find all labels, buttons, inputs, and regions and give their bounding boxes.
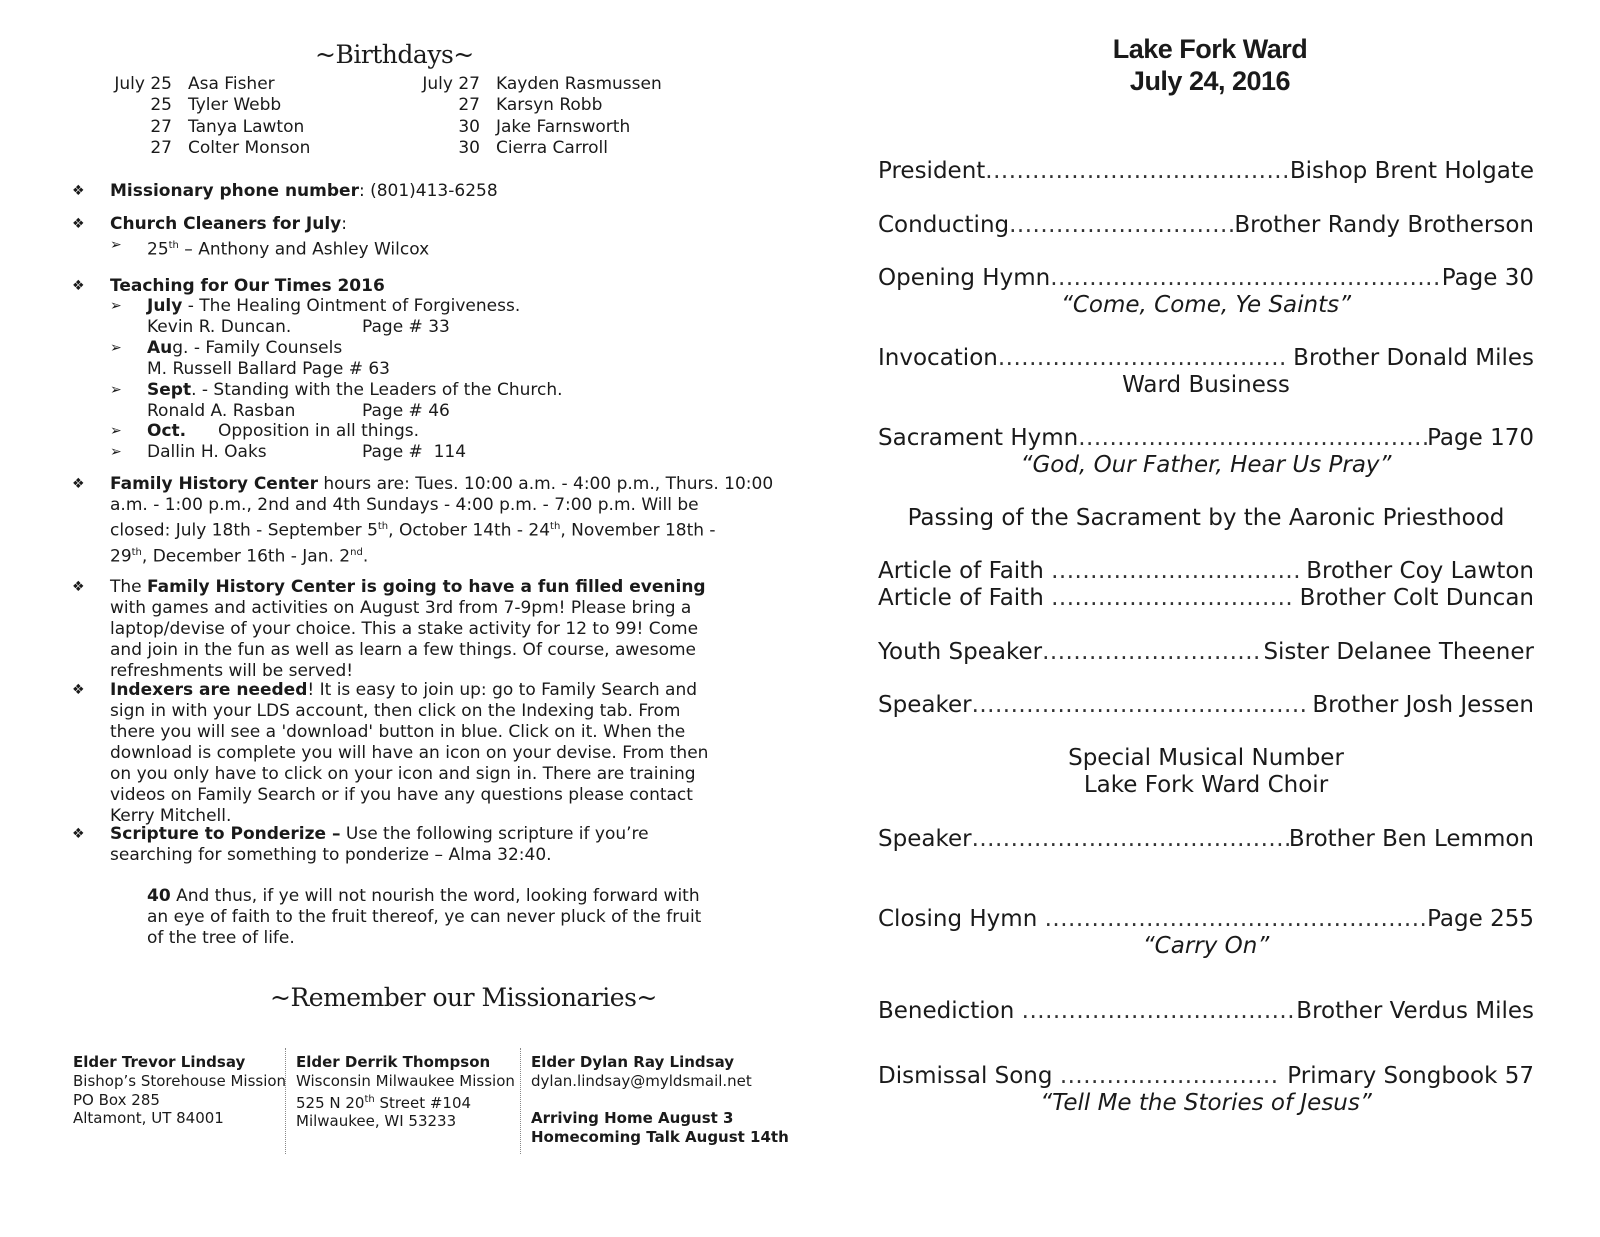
text: And thus, if ye will not nourish the word, looking forward with an eye of faith to the fruit thereof, ye can never pluck of the fruit of the tree of life. [147,886,702,948]
bullet-icon: ❖ [72,216,85,232]
ward-business: Ward Business [1122,372,1290,398]
month: Sept [147,380,192,400]
missionary-name: Elder Dylan Ray Lindsay [531,1053,735,1071]
dot-leader [1050,265,1442,292]
program-row-conducting [878,212,1534,239]
birthday-date: 27 [150,116,172,137]
arrow-icon: ➢ [110,237,122,253]
program-value: Page 255 [1427,906,1534,932]
text: Street #104 [374,1093,472,1112]
arrow-icon: ➢ [110,444,122,460]
dot-leader [1051,558,1299,585]
ordinal-suffix: th [168,240,179,251]
fhc-hours-line-2: a.m. - 1:00 p.m., 2nd and 4th Sundays - 4:00 p.m. - 7:00 p.m. Will be [110,495,699,515]
teaching-oct-title: Opposition in all things. [218,421,420,441]
missionary-name: Elder Derrik Thompson [296,1053,491,1071]
program-row-closing-hymn [878,906,1534,933]
author: Kevin R. Duncan. [147,317,292,337]
program-row-sacrament-hymn [878,425,1534,452]
missionary-name: Elder Trevor Lindsay [73,1053,246,1071]
birthday-date: 30 [458,137,480,158]
program-row-article-of-faith-1 [878,558,1534,585]
text: 29 [110,546,132,567]
verse-number: 40 [147,886,171,906]
program-value: Brother Josh Jessen [1305,692,1534,718]
program-label: Conducting [878,212,1010,238]
program-label: Closing Hymn [878,906,1045,932]
passing-sacrament: Passing of the Sacrament by the Aaronic Priesthood [907,505,1505,531]
missionary-1 [73,1053,286,1128]
missionary-phone-value: : (801)413-6258 [358,181,498,201]
birthdays-title: ~Birthdays~ [315,40,474,69]
ordinal-suffix: th [550,521,561,532]
arrow-icon: ➢ [110,423,122,439]
month: Au [147,338,173,358]
program-row-youth-speaker [878,639,1534,666]
program-value: Sister Delanee Theener [1263,639,1534,665]
dot-leader [972,826,1289,853]
fhc-hours-line-1 [110,474,774,495]
program-value: Brother Coy Lawton [1298,558,1534,584]
text: Use the following scripture if you’re searching for something to ponderize – Alma 32:40. [110,824,649,865]
missionary-address [296,1091,515,1113]
birthday-date: July 27 [422,74,480,94]
program-label: Article of Faith [878,585,1052,611]
birthday-date: 25 [150,95,172,116]
missionary-phone-label: Missionary phone number [110,181,359,201]
birthday-name: Jake Farnsworth [496,116,631,137]
program-value: Brother Randy Brotherson [1234,212,1534,238]
missionaries-title: ~Remember our Missionaries~ [270,983,657,1012]
program-value: Brother Verdus Miles [1296,998,1534,1024]
dot-leader [972,692,1305,719]
missionary-arrival: Arriving Home August 3 [531,1109,734,1128]
teaching-sept-author: Ronald A. Rasban [147,401,296,421]
birthdays-col-2 [418,74,718,164]
program-value: Brother Colt Duncan [1292,585,1534,611]
dot-leader [1078,425,1427,452]
arrow-icon: ➢ [110,298,122,314]
indexers-highlight: Indexers are needed [110,680,308,700]
dot-leader [998,345,1286,372]
teaching-july [147,296,520,317]
program-value: Page 30 [1441,265,1534,291]
bullet-icon: ❖ [72,682,85,698]
teaching-july-author [147,317,291,338]
dot-leader [1051,585,1292,612]
sacrament-hymn-title: “God, Our Father, Hear Us Pray” [1020,452,1392,478]
teaching-aug-author: M. Russell Ballard Page # 63 [147,359,390,379]
birthday-date: 27 [150,137,172,158]
text: , October 14th - 24 [388,520,551,541]
bullet-icon: ❖ [72,476,85,492]
birthday-name: Kayden Rasmussen [496,74,662,94]
birthday-name: Cierra Carroll [496,137,608,158]
teaching-sept-page: Page # 46 [362,401,450,421]
birthdays-col-1 [110,74,410,164]
missionary-homecoming: Homecoming Talk August 14th [531,1128,789,1147]
teaching-aug [147,338,342,359]
cleaners-label: Church Cleaners for July [110,214,342,234]
fhc-hours-line-3 [110,516,720,542]
program-date: July 24, 2016 [1129,66,1291,96]
program-row-speaker-1 [878,692,1534,719]
fhc-event-highlight: Family History Center is going to have a fun filled evening [147,577,706,597]
cleaners-day: 25 [147,239,169,260]
teaching-oct-author: Dallin H. Oaks [147,442,267,462]
program-row-speaker-2 [878,826,1534,853]
birthday-name: Karsyn Robb [496,95,603,116]
opening-hymn-title: “Come, Come, Ye Saints” [1060,292,1352,318]
spacer [531,1091,789,1110]
arrow-icon: ➢ [110,340,122,356]
program-label: Youth Speaker [878,639,1043,665]
program-label: Invocation [878,345,998,371]
program-row-article-of-faith-2 [878,585,1534,612]
choir: Lake Fork Ward Choir [1083,772,1329,798]
text: 525 N 20 [296,1093,365,1112]
bullet-icon: ❖ [72,579,85,595]
bullet-icon: ❖ [72,826,85,842]
dot-leader [1022,998,1297,1025]
program-label: Article of Faith [878,558,1052,584]
scripture-notice [110,824,720,866]
missionary-address: PO Box 285 [73,1090,160,1109]
birthday-date: 30 [458,116,480,137]
text: hours are: Tues. 10:00 a.m. - 4:00 p.m., Thurs. 10:00 [317,474,774,494]
ordinal-suffix: th [131,546,142,558]
birthday-name: Colter Monson [188,137,311,158]
month: July [147,296,183,316]
teaching-heading [110,276,720,297]
program-row-president [878,158,1534,185]
cleaners-item [147,235,429,261]
teaching-label: Teaching for Our Times 2016 [110,276,385,296]
dot-leader [1060,1063,1280,1090]
indexers-notice [110,680,720,827]
cleaners-names: – Anthony and Ashley Wilcox [178,239,430,260]
dot-leader [1009,212,1234,239]
missionary-email: dylan.lindsay@myldsmail.net [531,1071,752,1090]
program-value: Brother Donald Miles [1285,345,1534,371]
ordinal-suffix: th [364,1093,375,1105]
program-label: Dismissal Song [878,1063,1060,1089]
teaching-oct [147,421,186,442]
missionary-city: Milwaukee, WI 53233 [296,1112,457,1131]
text: . [362,546,369,567]
month: Oct. [147,421,187,441]
teaching-july-page: Page # 33 [362,317,450,337]
special-musical-number: Special Musical Number [1068,745,1344,771]
birthday-name: Asa Fisher [188,74,275,94]
fhc-hours [110,474,774,567]
missionary-phone [110,181,720,202]
program-row-benediction [878,998,1534,1025]
text: closed: July 18th - September 5 [110,520,378,541]
text: , November 18th - [560,520,716,541]
program-label: President [878,158,986,184]
program-value: Brother Ben Lemmon [1288,826,1534,852]
closing-hymn-title: “Carry On” [1142,933,1270,959]
program-value: Bishop Brent Holgate [1289,158,1534,184]
program-label: Benediction [878,998,1022,1024]
text: ! It is easy to join up: go to Family Search and sign in with your LDS account, then click on the Indexing tab. From there you will see a 'download' button in blue. Click on it. When the download is complete you will have an icon on your devise. From then on you only have to click on your icon and sign in. There are training videos on Family Search or if you have any questions please contact Kerry Mitchell. [110,680,709,826]
arrow-icon: ➢ [110,382,122,398]
missionary-mission: Wisconsin Milwaukee Mission [296,1071,515,1090]
program-row-dismissal-song [878,1063,1534,1090]
bullet-icon: ❖ [72,183,85,199]
program-label: Speaker [878,826,972,852]
missionary-2 [296,1053,515,1131]
dot-leader [985,158,1290,185]
program-value: Primary Songbook 57 [1280,1063,1534,1089]
program-label: Sacrament Hymn [878,425,1079,451]
lesson-title: . - Standing with the Leaders of the Church. [191,380,563,400]
text: The [110,577,148,597]
teaching-oct-page: Page # 114 [362,442,467,462]
missionary-city: Altamont, UT 84001 [73,1109,224,1128]
missionary-3 [531,1053,789,1147]
program-label: Opening Hymn [878,265,1051,291]
birthday-date: 27 [458,95,480,116]
fhc-event [110,577,720,682]
scripture-verse [147,886,720,949]
bullet-icon: ❖ [72,278,85,294]
birthday-date: July 25 [114,74,172,94]
divider [285,1048,286,1154]
dot-leader [1042,639,1263,666]
lesson-title: - The Healing Ointment of Forgiveness. [182,296,521,316]
lesson-title: g. - Family Counsels [172,338,343,358]
ward-name: Lake Fork Ward [1112,34,1308,64]
scripture-label: Scripture to Ponderize – [110,824,341,844]
text: with games and activities on August 3rd from 7-9pm! Please bring a laptop/devise of your choice. This a stake activity for 12 to 99! Come and join in the fun as well as learn a few things. Of course, awesome refreshments will be served! [110,598,699,681]
fhc-label: Family History Center [110,474,318,494]
birthday-name: Tyler Webb [188,95,282,116]
fhc-hours-line-4 [110,542,720,568]
colon: : [341,214,347,234]
ordinal-suffix: nd [350,546,363,558]
program-value: Page 170 [1427,425,1534,451]
program-label: Speaker [878,692,972,718]
dot-leader [1045,906,1428,933]
text: , December 16th - Jan. 2 [141,546,351,567]
cleaners-heading [110,214,720,235]
dismissal-song-title: “Tell Me the Stories of Jesus” [1040,1090,1372,1116]
teaching-sept [147,380,563,401]
birthday-name: Tanya Lawton [188,116,305,137]
divider [520,1048,521,1154]
program-row-invocation [878,345,1534,372]
program-row-opening-hymn [878,265,1534,292]
ordinal-suffix: th [377,521,389,532]
missionary-mission: Bishop’s Storehouse Mission [73,1071,287,1090]
